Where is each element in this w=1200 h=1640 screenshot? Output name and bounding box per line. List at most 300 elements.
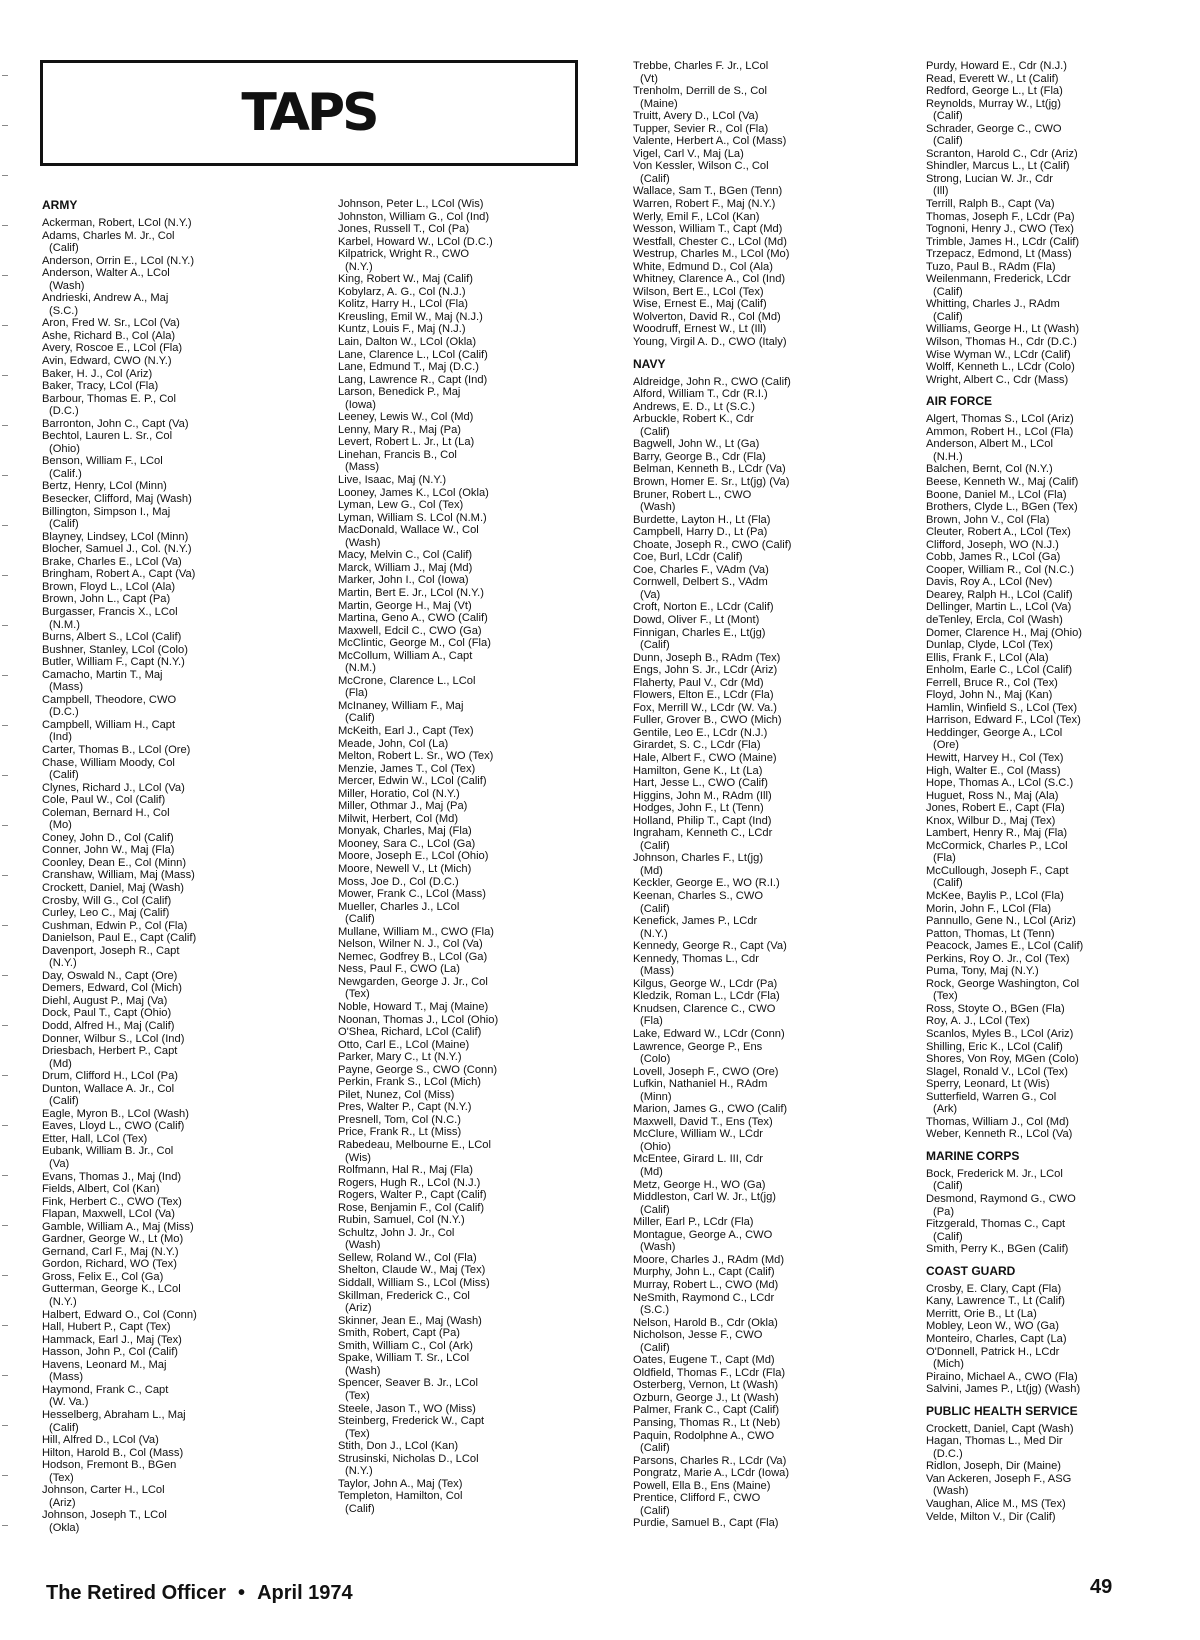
obituary-entry: Nemec, Godfrey B., LCol (Ga) [338,950,488,963]
obituary-entry: Westrup, Charles M., LCol (Mo) [633,248,790,261]
obituary-entry: Levert, Robert L. Jr., Lt (La) [338,436,475,449]
obituary-entry: Ozburn, George J., Lt (Wash) [633,1391,779,1404]
obituary-entry: Nelson, Wilner N. J., Col (Va) [338,938,483,951]
obituary-entry: Eaves, Lloyd L., CWO (Calif) [42,1120,185,1133]
obituary-entry: Templeton, Hamilton, Col [338,1490,463,1503]
obituary-entry: Strusinski, Nicholas D., LCol [338,1452,479,1465]
entry-continuation: (N.Y.) [49,957,77,970]
obituary-entry: Morin, John F., LCol (Fla) [926,902,1052,915]
edge-tick [2,1525,8,1526]
obituary-entry: Lake, Edward W., LCdr (Conn) [633,1028,785,1041]
obituary-entry: Reynolds, Murray W., Lt(jg) [926,97,1061,110]
obituary-entry: Hodges, John F., Lt (Tenn) [633,802,764,815]
obituary-entry: Noble, Howard T., Maj (Maine) [338,1001,489,1013]
edge-tick [2,575,8,576]
obituary-entry: Beese, Kenneth W., Maj (Calif) [926,475,1079,488]
entry-continuation: (Pa) [933,1205,955,1218]
obituary-entry: Dodd, Alfred H., Maj (Calif) [42,1020,175,1032]
obituary-column-4 [926,60,1083,1523]
obituary-entry: Ingraham, Kenneth C., LCdr [633,827,773,840]
entry-continuation: (Ark) [933,1103,958,1116]
obituary-entry: Kuntz, Louis F., Maj (N.J.) [338,323,466,336]
obituary-entry: Moore, Charles J., RAdm (Md) [633,1253,785,1266]
obituary-entry: Miller, Earl P., LCdr (Fla) [633,1216,754,1229]
obituary-entry: Kilgus, George W., LCdr (Pa) [633,977,778,990]
obituary-entry: Camacho, Martin T., Maj [42,668,163,681]
obituary-entry: Gentile, Leo E., LCdr (N.J.) [633,726,768,739]
entry-continuation: (Mass) [49,1371,84,1384]
obituary-entry: Adams, Charles M. Jr., Col [42,229,175,242]
obituary-entry: Cushman, Edwin P., Col (Fla) [42,919,188,932]
entry-continuation: (Mo) [49,819,72,832]
obituary-entry: Maxwell, David T., Ens (Tex) [633,1115,773,1128]
obituary-entry: Cobb, James R., LCol (Ga) [926,551,1061,564]
service-branch-heading: NAVY [633,356,666,371]
obituary-entry: Rock, George Washington, Col [926,977,1080,990]
obituary-entry: Belman, Kenneth B., LCdr (Va) [633,463,786,476]
obituary-entry: Knox, Wilbur D., Maj (Tex) [926,814,1056,827]
obituary-entry: Floyd, John N., Maj (Kan) [926,689,1053,702]
obituary-entry: Hammack, Earl J., Maj (Tex) [42,1333,182,1346]
entry-continuation: (Ore) [933,739,959,752]
obituary-entry: Heddinger, George A., LCol [926,726,1063,739]
obituary-entry: Murray, Robert L., CWO (Md) [633,1278,779,1291]
entry-continuation: (Tex) [49,1471,74,1484]
obituary-entry: Burns, Albert S., LCol (Calif) [42,631,182,644]
obituary-entry: Gernand, Carl F., Maj (N.Y.) [42,1245,179,1258]
obituary-entry: Trenholm, Derrill de S., Col [633,85,767,98]
obituary-entry: Choate, Joseph R., CWO (Calif) [633,538,792,551]
obituary-column-2 [338,198,498,1515]
binding-edge-marks [0,60,10,1560]
entry-continuation: (Calif.) [49,467,82,480]
obituary-entry: Hesselberg, Abraham L., Maj [42,1408,186,1421]
obituary-entry: Smith, Robert, Capt (Pa) [338,1327,460,1340]
obituary-entry: Hilton, Harold B., Col (Mass) [42,1446,184,1459]
entry-continuation: (Okla) [49,1521,80,1534]
edge-tick [2,75,8,76]
obituary-entry: Kreusling, Emil W., Maj (N.J.) [338,310,483,323]
obituary-entry: Kany, Lawrence T., Lt (Calif) [926,1295,1065,1308]
obituary-entry: Live, Isaac, Maj (N.Y.) [338,474,447,487]
obituary-entry: Lawrence, George P., Ens [633,1040,763,1053]
obituary-entry: Hasson, John P., Col (Calif) [42,1346,179,1359]
entry-continuation: (Tex) [345,988,370,1001]
obituary-entry: Milwit, Herbert, Col (Md) [338,812,459,825]
entry-continuation: (Calif) [345,712,375,725]
obituary-entry: Wolff, Kenneth L., LCdr (Colo) [926,361,1075,374]
obituary-entry: Anderson, Orrin E., LCol (N.Y.) [42,254,195,267]
obituary-entry: Crosby, E. Clary, Capt (Fla) [926,1282,1062,1295]
obituary-entry: Taylor, John A., Maj (Tex) [338,1477,463,1490]
obituary-entry: Hagan, Thomas L., Med Dir [926,1435,1063,1448]
obituary-entry: Hodson, Fremont B., BGen [42,1459,177,1472]
obituary-entry: Campbell, Harry D., Lt (Pa) [633,526,768,539]
obituary-entry: Keckler, George E., WO (R.I.) [633,877,780,890]
entry-continuation: (Calif) [49,769,79,782]
obituary-entry: Monyak, Charles, Maj (Fla) [338,825,472,838]
obituary-entry: Mueller, Charles J., LCol [338,900,460,913]
obituary-entry: Palmer, Frank C., Capt (Calif) [633,1404,780,1417]
obituary-entry: Wesson, William T., Capt (Md) [633,223,783,236]
obituary-entry: MacDonald, Wallace W., Col [338,524,479,537]
obituary-entry: Domer, Clarence H., Maj (Ohio) [926,626,1083,639]
obituary-entry: Eagle, Myron B., LCol (Wash) [42,1107,189,1120]
obituary-entry: Lambert, Henry R., Maj (Fla) [926,827,1068,840]
obituary-entry: Avery, Roscoe E., LCol (Fla) [42,342,183,355]
obituary-entry: Baker, Tracy, LCol (Fla) [42,380,159,393]
edge-tick [2,1025,8,1026]
obituary-entry: Wright, Albert C., Cdr (Mass) [926,373,1069,386]
obituary-entry: Baker, H. J., Col (Ariz) [42,367,153,380]
obituary-entry: Ashe, Richard B., Col (Ala) [42,329,176,342]
obituary-entry: Payne, George S., CWO (Conn) [338,1063,498,1076]
obituary-entry: McInaney, William F., Maj [338,699,464,712]
obituary-entry: Wolverton, David R., Col (Md) [633,310,781,323]
obituary-entry: Gardner, George W., Lt (Mo) [42,1233,184,1246]
obituary-entry: Rose, Benjamin F., Col (Calif) [338,1201,485,1214]
obituary-entry: Perkin, Frank S., LCol (Mich) [338,1076,482,1089]
obituary-entry: Avin, Edward, CWO (N.Y.) [42,355,172,368]
obituary-entry: Shores, Von Roy, MGen (Colo) [926,1053,1079,1066]
obituary-entry: Kenefick, James P., LCdr [633,915,758,928]
obituary-entry: Marion, James G., CWO (Calif) [633,1103,788,1116]
entry-continuation: (Iowa) [345,398,376,411]
obituary-entry: Pongratz, Marie A., LCdr (Iowa) [633,1467,790,1480]
obituary-entry: Werly, Emil F., LCol (Kan) [633,210,760,223]
obituary-entry: McEntee, Girard L. III, Cdr [633,1153,764,1166]
obituary-entry: Dowd, Oliver F., Lt (Mont) [633,613,760,626]
entry-continuation: (Calif) [933,135,963,148]
obituary-entry: Martina, Geno A., CWO (Calif) [338,612,488,625]
obituary-entry: Martin, George H., Maj (Vt) [338,599,472,612]
obituary-entry: Johnson, Joseph T., LCol [42,1509,167,1522]
obituary-entry: Coe, Charles F., VAdm (Va) [633,563,769,576]
obituary-entry: Skillman, Frederick C., Col [338,1289,470,1302]
obituary-entry: Linehan, Francis B., Col [338,448,457,461]
obituary-entry: Clynes, Richard J., LCol (Va) [42,781,185,794]
obituary-entry: Hale, Albert F., CWO (Maine) [633,751,777,764]
entry-continuation: (Mass) [345,461,380,474]
obituary-entry: Gutterman, George K., LCol [42,1283,181,1296]
obituary-entry: Spake, William T. Sr., LCol [338,1352,470,1365]
obituary-entry: deTenley, Ercla, Col (Wash) [926,613,1063,626]
obituary-entry: Westfall, Chester C., LCol (Md) [633,235,787,248]
obituary-entry: McClure, William W., LCdr [633,1128,763,1141]
edge-tick [2,1475,8,1476]
page-title: TAPS [241,83,377,143]
obituary-entry: Sperry, Leonard, Lt (Wis) [926,1078,1050,1091]
obituary-entry: Coleman, Bernard H., Col [42,806,170,819]
obituary-entry: Velde, Milton V., Dir (Calif) [926,1510,1056,1523]
obituary-entry: Redford, George L., Lt (Fla) [926,85,1063,98]
entry-continuation: (Calif) [933,310,963,323]
obituary-entry: Jones, Russell T., Col (Pa) [338,223,470,236]
entry-continuation: (Ariz) [345,1302,372,1315]
obituary-entry: Wise, Ernest E., Maj (Calif) [633,298,767,311]
obituary-entry: Brown, Floyd L., LCol (Ala) [42,580,176,593]
entry-continuation: (Wis) [345,1151,371,1164]
obituary-entry: Salvini, James P., Lt(jg) (Wash) [926,1383,1081,1396]
obituary-entry: Blocher, Samuel J., Col. (N.Y.) [42,543,192,556]
obituary-entry: Tuzo, Paul B., RAdm (Fla) [926,260,1056,273]
obituary-entry: Peacock, James E., LCol (Calif) [926,940,1084,953]
obituary-entry: Trzepacz, Edmond, Lt (Mass) [926,248,1072,261]
edge-tick [2,1375,8,1376]
obituary-entry: Middleston, Carl W. Jr., Lt(jg) [633,1191,777,1204]
edge-tick [2,525,8,526]
edge-tick [2,125,8,126]
obituary-entry: Brake, Charles E., LCol (Va) [42,555,182,568]
obituary-entry: Fitzgerald, Thomas C., Capt [926,1218,1066,1231]
obituary-entry: Weilenmann, Frederick, LCdr [926,273,1071,286]
entry-continuation: (Calif) [49,1421,79,1434]
edge-tick [2,1125,8,1126]
entry-continuation: (Wash) [640,501,676,514]
obituary-entry: Haymond, Frank C., Capt [42,1383,169,1396]
edge-tick [2,875,8,876]
obituary-entry: Rogers, Walter P., Capt (Calif) [338,1189,487,1202]
entry-continuation: (Calif) [933,1230,963,1243]
obituary-entry: McKeith, Earl J., Capt (Tex) [338,724,474,737]
obituary-entry: McKee, Baylis P., LCol (Fla) [926,890,1064,902]
entry-continuation: (Fla) [345,687,368,700]
entry-continuation: (Ariz) [49,1496,76,1509]
entry-continuation: (Md) [640,864,663,877]
obituary-entry: Smith, Perry K., BGen (Calif) [926,1243,1069,1256]
entry-continuation: (D.C.) [49,405,79,418]
obituary-entry: Martin, Bert E. Jr., LCol (N.Y.) [338,586,484,599]
obituary-entry: Dock, Paul T., Capt (Ohio) [42,1007,172,1020]
entry-continuation: (Va) [49,1158,70,1171]
obituary-entry: Wilson, Bert E., LCol (Tex) [633,285,764,298]
entry-continuation: (Ohio) [49,442,80,455]
obituary-entry: Keenan, Charles S., CWO [633,890,764,902]
obituary-entry: Vigel, Carl V., Maj (La) [633,147,744,160]
obituary-entry: Montague, George A., CWO [633,1228,773,1241]
obituary-entry: Scanlos, Myles B., LCol (Ariz) [926,1028,1074,1041]
edge-tick [2,625,8,626]
obituary-entry: Bruner, Robert L., CWO [633,488,752,501]
obituary-entry: Weber, Kenneth R., LCol (Va) [926,1128,1073,1141]
edge-tick [2,275,8,276]
obituary-entry: King, Robert W., Maj (Calif) [338,273,473,286]
entry-continuation: (N.Y.) [345,260,373,273]
entry-continuation: (Md) [49,1057,72,1070]
service-branch-heading: COAST GUARD [926,1263,1016,1278]
entry-continuation: (Fla) [640,1015,663,1028]
edge-tick [2,325,8,326]
obituary-entry: Harrison, Edward F., LCol (Tex) [926,714,1081,727]
obituary-entry: Young, Virgil A. D., CWO (Italy) [633,336,787,349]
entry-continuation: (Calif) [933,1180,963,1193]
obituary-entry: Barbour, Thomas E. P., Col [42,392,176,405]
obituary-entry: McCullough, Joseph F., Capt [926,864,1069,877]
obituary-entry: Cleuter, Robert A., LCol (Tex) [926,526,1071,539]
obituary-entry: Huguet, Ross N., Maj (Ala) [926,789,1059,802]
obituary-entry: Ackerman, Robert, LCol (N.Y.) [42,217,192,229]
edge-tick [2,975,8,976]
obituary-entry: Spencer, Seaver B. Jr., LCol [338,1377,478,1390]
obituary-entry: Patton, Thomas, Lt (Tenn) [926,927,1055,940]
obituary-entry: Barronton, John C., Capt (Va) [42,417,189,430]
obituary-entry: Bertz, Henry, LCol (Minn) [42,480,167,493]
obituary-entry: Chase, William Moody, Col [42,756,175,769]
obituary-entry: Miller, Horatio, Col (N.Y.) [338,787,460,800]
obituary-entry: Brown, John L., Capt (Pa) [42,593,171,606]
obituary-entry: Steele, Jason T., WO (Miss) [338,1402,476,1415]
obituary-entry: Vaughan, Alice M., MS (Tex) [926,1497,1066,1510]
obituary-entry: Powell, Ella B., Ens (Maine) [633,1479,771,1492]
obituary-entry: Purdy, Howard E., Cdr (N.J.) [926,60,1067,72]
edge-tick [2,725,8,726]
obituary-entry: Maxwell, Edcil C., CWO (Ga) [338,624,482,637]
service-branch-heading: PUBLIC HEALTH SERVICE [926,1403,1078,1418]
obituary-entry: Schultz, John J. Jr., Col [338,1226,455,1239]
obituary-entry: Danielson, Paul E., Capt (Calif) [42,932,197,945]
obituary-entry: Lane, Edmund T., Maj (D.C.) [338,361,479,374]
obituary-entry: Macy, Melvin C., Col (Calif) [338,549,473,562]
obituary-entry: Merritt, Orie B., Lt (La) [926,1307,1037,1320]
obituary-entry: Girardet, S. C., LCdr (Fla) [633,739,761,752]
entry-continuation: (Tex) [345,1427,370,1440]
obituary-entry: Oates, Eugene T., Capt (Md) [633,1354,775,1367]
obituary-entry: Bringham, Robert A., Capt (Va) [42,568,196,581]
obituary-entry: Pres, Walter P., Capt (N.Y.) [338,1101,472,1114]
page-number: 49 [1090,1576,1113,1598]
obituary-entry: Stith, Don J., LCol (Kan) [338,1440,459,1453]
obituary-entry: Scranton, Harold C., Cdr (Ariz) [926,147,1078,160]
entry-continuation: (N.Y.) [640,927,668,940]
obituary-entry: Karbel, Howard W., LCol (D.C.) [338,235,493,248]
obituary-entry: Kobylarz, A. G., Col (N.J.) [338,285,466,298]
obituary-entry: Havens, Leonard M., Maj [42,1358,167,1371]
obituary-entry: Coney, John D., Col (Calif) [42,831,174,844]
edge-tick [2,775,8,776]
obituary-entry: Demers, Edward, Col (Mich) [42,982,182,995]
obituary-entry: Anderson, Albert M., LCol [926,438,1053,451]
obituary-entry: Finnigan, Charles E., Lt(jg) [633,626,766,639]
obituary-entry: Mercer, Edwin W., LCol (Calif) [338,775,487,788]
obituary-entry: Puma, Tony, Maj (N.Y.) [926,965,1039,978]
obituary-entry: High, Walter E., Col (Mass) [926,764,1061,777]
obituary-entry: Desmond, Raymond G., CWO [926,1193,1076,1206]
obituary-entry: Hamlin, Winfield S., LCol (Tex) [926,701,1078,714]
obituary-entry: Mullane, William M., CWO (Fla) [338,925,494,938]
entry-continuation: (D.C.) [933,1447,963,1460]
obituary-entry: Osterberg, Vernon, Lt (Wash) [633,1379,779,1392]
entry-continuation: (Calif) [49,242,79,255]
obituary-entry: Kilpatrick, Wright R., CWO [338,248,470,261]
obituary-entry: Davis, Roy A., LCol (Nev) [926,576,1053,589]
obituary-entry: Perkins, Roy O. Jr., Col (Tex) [926,952,1070,965]
entry-continuation: (Calif) [933,285,963,298]
entry-continuation: (Calif) [640,1203,670,1216]
entry-continuation: (Calif) [933,110,963,123]
obituary-entry: Butler, William F., Capt (N.Y.) [42,656,185,669]
obituary-entry: Ellis, Frank F., LCol (Ala) [926,651,1049,664]
obituary-entry: Slagel, Ronald V., LCol (Tex) [926,1065,1069,1078]
obituary-entry: Ness, Paul F., CWO (La) [338,963,460,976]
obituary-entry: Benson, William F., LCol [42,455,163,468]
obituary-entry: Valente, Herbert A., Col (Mass) [633,135,787,148]
obituary-entry: Fink, Herbert C., CWO (Tex) [42,1195,182,1208]
obituary-entry: Croft, Norton E., LCdr (Calif) [633,601,774,614]
obituary-entry: Von Kessler, Wilson C., Col [633,160,769,173]
entry-continuation: (Calif) [345,913,375,926]
obituary-entry: Williams, George H., Lt (Wash) [926,323,1080,336]
obituary-entry: Brothers, Clyde L., BGen (Tex) [926,501,1078,514]
obituary-entry: Wallace, Sam T., BGen (Tenn) [633,185,783,198]
obituary-entry: Brown, Homer E. Sr., Lt(jg) (Va) [633,475,790,488]
obituary-entry: Strong, Lucian W. Jr., Cdr [926,172,1053,185]
obituary-entry: Rogers, Hugh R., LCol (N.J.) [338,1176,481,1189]
entry-continuation: (Ill) [933,185,949,198]
obituary-entry: Lain, Dalton W., LCol (Okla) [338,336,477,349]
obituary-entry: Fields, Albert, Col (Kan) [42,1183,160,1196]
entry-continuation: (Mass) [49,681,84,694]
entry-continuation: (Calif) [640,639,670,652]
obituary-entry: Monteiro, Charles, Capt (La) [926,1332,1067,1345]
entry-continuation: (Tex) [933,990,958,1003]
page-title-box [40,60,578,166]
obituary-entry: Day, Oswald N., Capt (Ore) [42,969,178,982]
entry-continuation: (Ind) [49,731,72,744]
obituary-entry: Dunton, Wallace A. Jr., Col [42,1082,175,1095]
obituary-entry: Davenport, Joseph R., Capt [42,944,180,957]
obituary-entry: O'Shea, Richard, LCol (Calif) [338,1026,482,1039]
obituary-entry: Melton, Robert L. Sr., WO (Tex) [338,750,494,763]
edge-tick [2,475,8,476]
edge-tick [2,825,8,826]
entry-continuation: (Calif) [640,1504,670,1517]
obituary-entry: Meade, John, Col (La) [338,737,449,750]
obituary-entry: Cranshaw, William, Maj (Mass) [42,869,195,882]
obituary-entry: Fuller, Grover B., CWO (Mich) [633,714,782,727]
issue-date: April 1974 [257,1582,353,1604]
obituary-entry: Van Ackeren, Joseph F., ASG [926,1472,1072,1485]
obituary-entry: Warren, Robert F., Maj (N.Y.) [633,198,776,211]
entry-continuation: (Calif) [640,1442,670,1455]
obituary-entry: Crockett, Daniel, Capt (Wash) [926,1422,1074,1435]
edge-tick [2,1175,8,1176]
obituary-entry: Carter, Thomas B., LCol (Ore) [42,743,191,756]
obituary-entry: Thomas, William J., Col (Md) [926,1115,1069,1128]
obituary-entry: Skinner, Jean E., Maj (Wash) [338,1314,482,1327]
entry-continuation: (Md) [640,1166,663,1179]
obituary-entry: Besecker, Clifford, Maj (Wash) [42,493,192,506]
obituary-entry: Cornwell, Delbert S., VAdm [633,576,768,589]
obituary-entry: Eubank, William B. Jr., Col [42,1145,174,1158]
obituary-entry: Kennedy, Thomas L., Cdr [633,952,759,965]
obituary-entry: Piraino, Michael A., CWO (Fla) [926,1370,1078,1383]
obituary-entry: Bushner, Stanley, LCol (Colo) [42,643,188,656]
entry-continuation: (Tex) [345,1389,370,1402]
obituary-entry: McClintic, George M., Col (Fla) [338,637,491,650]
obituary-entry: Curley, Leo C., Maj (Calif) [42,907,170,920]
obituary-entry: Parker, Mary C., Lt (N.Y.) [338,1051,462,1064]
obituary-entry: Shilling, Eric K., LCol (Calif) [926,1040,1063,1053]
service-branch-heading: ARMY [42,198,78,212]
obituary-entry: Moore, Joseph E., LCol (Ohio) [338,850,489,863]
obituary-entry: Flaherty, Paul V., Cdr (Md) [633,676,764,689]
entry-continuation: (W. Va.) [49,1396,89,1409]
obituary-entry: Oldfield, Thomas F., LCdr (Fla) [633,1366,786,1379]
obituary-entry: Ross, Stoyte O., BGen (Fla) [926,1002,1065,1015]
obituary-entry: Roy, A. J., LCol (Tex) [926,1015,1030,1028]
edge-tick [2,1075,8,1076]
obituary-entry: Aron, Fred W. Sr., LCol (Va) [42,317,180,330]
